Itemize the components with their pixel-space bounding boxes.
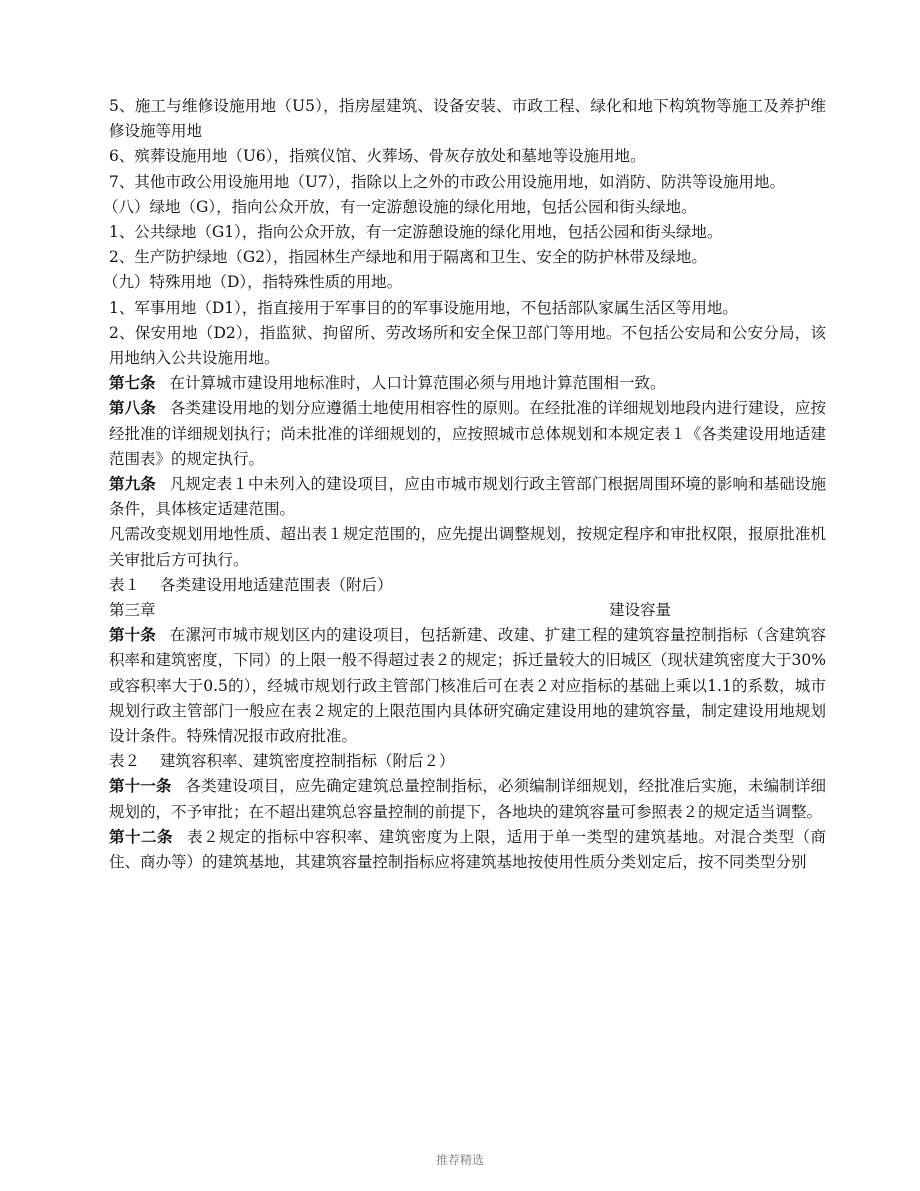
section-heading: （八）绿地（G），指向公众开放，有一定游憩设施的绿化用地，包括公园和街头绿地。 — [103, 197, 697, 216]
table-title: 建筑容积率、建筑密度控制指标（附后２） — [160, 752, 455, 771]
article-8 — [109, 396, 826, 472]
paragraph: 2、保安用地（D2），指监狱、拘留所、劳改场所和安全保卫部门等用地。不包括公安局和公安分局，该用地纳入公共设施用地。 — [109, 323, 826, 368]
paragraph: 1、公共绿地（G1），指向公众开放，有一定游憩设施的绿化用地，包括公园和街头绿地。 — [109, 223, 723, 242]
article-text: 在计算城市建设用地标准时，人口计算范围必须与用地计算范围相一致。 — [169, 374, 666, 393]
table-title: 各类建设用地适建范围表（附后） — [160, 575, 393, 594]
article-11 — [109, 774, 826, 824]
article-text: 在漯河市城市规划区内的建设项目，包括新建、改建、扩建工程的建筑容量控制指标（含建筑容积率和建筑密度，下同）的上限一般不得超过表２的规定；拆迁量较大的旧城区（现状建筑密度大于30%或容积率大于0.5的），经城市规划行政主管部门核准后可在表２对应指标的基础上乘以1.1的系数，城市规划行政主管部门一般应在表２规定的上限范围内具体研究确定建设用地的建筑容量，制定建设用地规划设计条件。特殊情况报市政府批准。 — [109, 626, 826, 746]
article-label: 第八条 — [109, 399, 156, 418]
section-heading: （九）特殊用地（D），指特殊性质的用地。 — [103, 273, 403, 292]
article-label: 第九条 — [109, 475, 156, 494]
article-text: 表２规定的指标中容积率、建筑密度为上限，适用于单一类型的建筑基地。对混合类型（商住、商办等）的建筑基地，其建筑容量控制指标应将建筑基地按使用性质分类划定后，按不同类型分别 — [109, 827, 826, 872]
article-12 — [109, 825, 826, 875]
article-7 — [109, 371, 826, 396]
article-text: 凡规定表１中未列入的建设项目，应由市城市规划行政主管部门根据周围环境的影响和基础设施条件，具体核定适建范围。 — [109, 475, 826, 519]
chapter-number: 第三章 — [109, 601, 156, 620]
table-label: 表２ — [109, 752, 141, 771]
article-label: 第七条 — [109, 374, 156, 393]
chapter-title: 建设容量 — [608, 601, 671, 620]
article-9 — [109, 472, 826, 522]
article-label: 第十一条 — [109, 777, 172, 796]
article-text: 各类建设用地的划分应遵循土地使用相容性的原则。在经批准的详细规划地段内进行建设，应按经批准的详细规划执行；尚未批准的详细规划的，应按照城市总体规划和本规定表１《各类建设用地适建范围表》的规定执行。 — [109, 399, 826, 468]
paragraph: 1、军事用地（D1），指直接用于军事目的的军事设施用地，不包括部队家属生活区等用地。 — [109, 298, 738, 317]
page-footer: 推荐精选 — [435, 1153, 484, 1167]
article-label: 第十二条 — [109, 827, 173, 846]
document-body — [103, 94, 826, 875]
article-label: 第十条 — [109, 626, 156, 645]
table-label: 表１ — [109, 575, 141, 594]
table-2-reference — [109, 749, 826, 774]
article-text: 各类建设项目，应先确定建筑总量控制指标，必须编制详细规划，经批准后实施，未编制详细规划的，不予审批；在不超出建筑总容量控制的前提下，各地块的建筑容量可参照表２的规定适当调整。 — [109, 777, 826, 821]
article-10 — [109, 623, 826, 749]
paragraph: 2、生产防护绿地（G2），指园林生产绿地和用于隔离和卫生、安全的防护林带及绿地。 — [109, 248, 707, 267]
paragraph: 7、其他市政公用设施用地（U7），指除以上之外的市政公用设施用地，如消防、防洪等设施用地。 — [109, 172, 786, 191]
paragraph: 5、施工与维修设施用地（U5），指房屋建筑、设备安装、市政工程、绿化和地下构筑物等施工及养护维修设施等用地 — [109, 97, 826, 141]
paragraph: 6、殡葬设施用地（U6），指殡仪馆、火葬场、骨灰存放处和墓地等设施用地。 — [109, 147, 646, 166]
chapter-heading — [109, 598, 826, 623]
table-1-reference — [109, 573, 826, 598]
paragraph: 凡需改变规划用地性质、超出表１规定范围的，应先提出调整规划，按规定程序和审批权限，报原批准机关审批后方可执行。 — [109, 525, 826, 569]
